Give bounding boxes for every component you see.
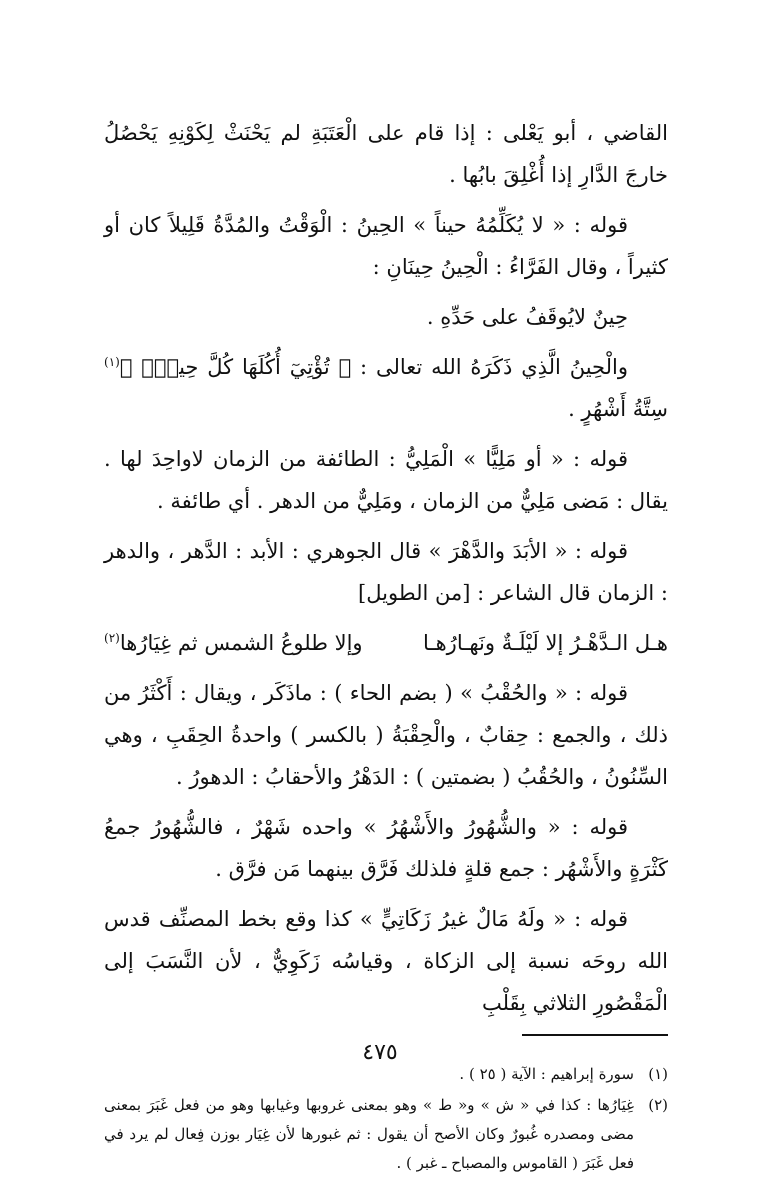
paragraph-3: حِينٌ لايُوقَفُ على حَدِّهِ . xyxy=(426,305,628,329)
paragraph-9: قوله : « ولَهُ مَالٌ غيرُ زَكَاتِيٍّ » كذا وقع بخط المصنِّف قدس الله روحَه نسبة إلى الزكاة ، وقياسُه زَكَوِيٌّ ، لأن النَّسَبَ إلى الْمَقْصُورِ الثلاثي بِقَلْبِ xyxy=(104,907,668,1015)
paragraph-1: القاضي ، أبو يَعْلى : إذا قام على الْعَتَبَةِ لم يَحْنَثْ لِكَوْنِهِ يَحْصُلُ خارجَ الدَّارِ إذا أُغْلِقَ بابُها . xyxy=(104,121,668,187)
paragraph-7: قوله : « والحُقْبُ » ( بضم الحاء ) : ماذَكَر ، ويقال : أَكْثَرُ من ذلك ، والجمع : حِقابٌ ، والْحِقْبَةُ ( بالكسر ) واحدةُ الحِقَبِ ، وهي السِّنُونُ ، والحُقُبُ ( بضمتين ) : الدَهْرُ والأحقابُ : الدهورُ . xyxy=(104,681,668,789)
verse-second-hemistich: وإلا طلوعُ الشمس ثم غِيَارُها$^{(٢)}$ xyxy=(104,631,363,655)
paragraph-8: قوله : « والشُّهُورُ والأَشْهُرُ » واحده شَهْرٌ ، فالشُّهُورُ جمعُ كَثْرَةٍ والأَشْهُر : جمع قلةٍ فلذلك فَرَّق بينهما مَن فرَّق . xyxy=(104,815,668,881)
page-number: ٤٧٥ xyxy=(362,1040,398,1065)
footnote-separator xyxy=(522,1034,668,1036)
footnote-number: (١) xyxy=(648,1065,668,1083)
footnote-number: (٢) xyxy=(648,1096,668,1114)
paragraph-2: قوله : « لا يُكَلِّمُهُ حيناً » الحِينُ : الْوَقْتُ والمُدَّةُ قَلِيلاً كان أو كثيراً ، وقال الفَرَّاءُ : الْحِينُ حِينَانِ : xyxy=(104,213,668,279)
footnote-ref-1: (١) xyxy=(104,355,120,369)
footnote-text: سورة إبراهيم : الآية ( ٢٥ ) . xyxy=(459,1065,634,1083)
footnote-2 xyxy=(104,1091,668,1178)
footnote-ref-2: (٢) xyxy=(104,631,120,645)
verse-first-hemistich: هـل الـدَّهْـرُ إلا لَيْلَـةٌ ونَهـارُهـا xyxy=(423,631,668,655)
paragraph-5: قوله : « أو مَلِيًّا » الْمَلِيُّ : الطائفة من الزمان لاواحِدَ لها . يقال : مَضى مَلِيٌّ من الزمان ، ومَلِيٌّ من الدهر . أي طائفة . xyxy=(104,447,668,513)
paragraph-4-quran-citation: والْحِينُ الَّذِي ذَكَرَهُ الله تعالى : ﴿ تُؤْتِيٓ أُكُلَهَا كُلَّ حِينِۭ ﴾$^{(١)}$ سِتَّةُ أَشْهُرٍ . xyxy=(104,355,668,421)
poetry-verse xyxy=(104,622,668,664)
footnote-text: غِيَارُها : كذا في « ش » و« ط » وهو بمعنى غروبها وغيابها وهو من فعل غَبَرَ بمعنى مضى ومصدره غُبورٌ وكان الأصح أن يقول : ثم غبورها لأن غِيَار بوزن فِعال لم يرد في فعل غَبَرَ ( القاموس والمصباح ـ غبر ) . xyxy=(104,1096,634,1172)
paragraph-6: قوله : « الأبَدَ والدَّهْرَ » قال الجوهري : الأبد : الدَّهر ، والدهر : الزمان قال الشاعر : [من الطويل] xyxy=(104,539,668,605)
